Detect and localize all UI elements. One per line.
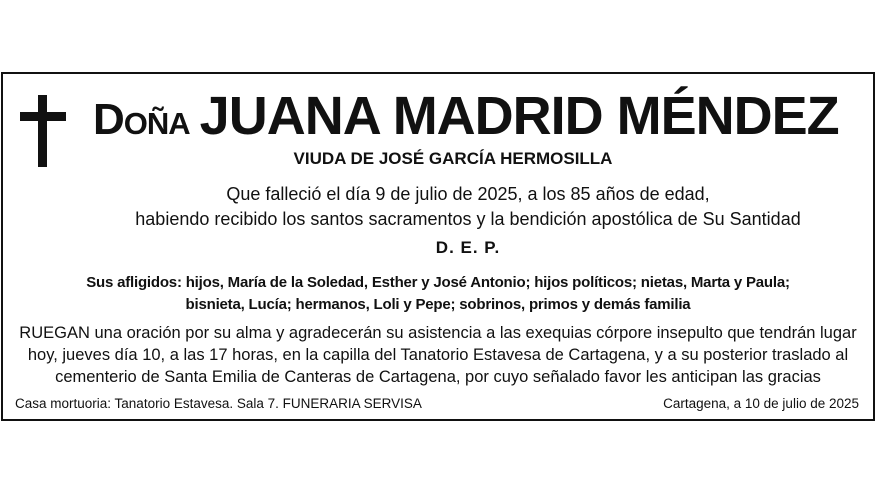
family-list	[33, 272, 843, 316]
death-line: Que falleció el día 9 de julio de 2025, a los 85 años de edad,	[226, 184, 710, 204]
obituary-notice	[1, 72, 875, 421]
prayer-line: cementerio de Santa Emilia de Canteras de Cartagena, por cuyo señalado favor les anticipan las gracias	[55, 368, 821, 386]
prayer-request	[9, 322, 867, 388]
family-line: Sus afligidos: hijos, María de la Soledad, Esther y José Antonio; hijos políticos; nietas, Marta y Paula;	[86, 274, 790, 291]
honorific: Doña	[93, 95, 190, 144]
prayer-line: hoy, jueves día 10, a las 17 horas, en la capilla del Tanatorio Estavesa de Cartagena, y a su posterior traslado al	[27, 346, 849, 364]
prayer-line: RUEGAN una oración por su alma y agradecerán su asistencia a las exequias córpore insepulto que tendrán lugar	[19, 324, 857, 342]
rip-abbreviation: D. E. P.	[435, 238, 501, 257]
place-date: Cartagena, a 10 de julio de 2025	[663, 396, 859, 411]
widow-line: VIUDA DE JOSÉ GARCÍA HERMOSILLA	[293, 149, 613, 168]
full-name: JUANA MADRID MÉNDEZ	[199, 86, 839, 146]
funeral-home-info: Casa mortuoria: Tanatorio Estavesa. Sala 7. FUNERARIA SERVISA	[15, 396, 422, 411]
death-line: habiendo recibido los santos sacramentos y la bendición apostólica de Su Santidad	[135, 209, 801, 229]
family-line: bisnieta, Lucía; hermanos, Loli y Pepe; sobrinos, primos y demás familia	[185, 296, 691, 313]
death-details	[63, 182, 873, 232]
